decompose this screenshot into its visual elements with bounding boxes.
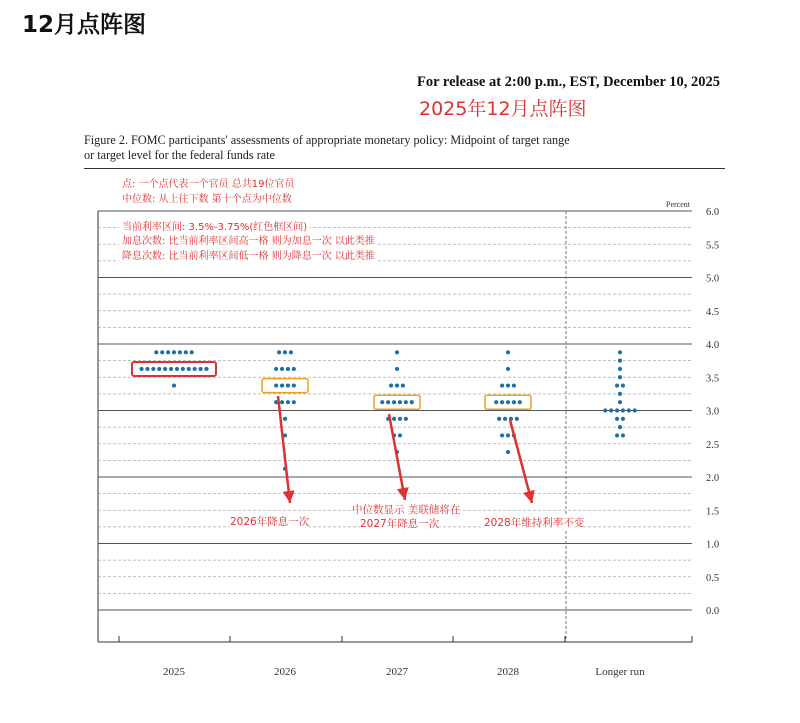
y-tick-label: 4.0 (706, 340, 720, 351)
y-tick-label: 6.0 (706, 207, 720, 218)
dot-marker (280, 400, 284, 404)
dot-marker (380, 400, 384, 404)
dot-marker (157, 367, 161, 371)
annotation-2028: 2028年维持利率不变 (484, 517, 585, 529)
dot-marker (286, 383, 290, 387)
y-tick-label: 1.0 (706, 539, 720, 551)
dot-marker (172, 383, 176, 387)
dot-marker (500, 400, 504, 404)
note-cut: 降息次数: 比当前利率区间低一格 则为降息一次 以此类推 (119, 250, 378, 263)
y-tick-label: 2.0 (706, 473, 720, 484)
dot-marker (503, 417, 507, 421)
dot-marker (274, 367, 278, 371)
dot-marker (618, 359, 622, 363)
dot-marker (280, 367, 284, 371)
y-tick-label: 3.5 (706, 373, 720, 385)
current-range-box (132, 362, 216, 376)
dot-marker (139, 367, 143, 371)
note-hike: 加息次数: 比当前利率区间高一格 则为加息一次 以此类推 (119, 235, 378, 248)
y-tick-label: 5.5 (706, 240, 720, 252)
dot-marker (389, 383, 393, 387)
dot-marker (163, 367, 167, 371)
dot-marker (398, 400, 402, 404)
y-tick-label: 1.5 (706, 506, 720, 518)
note-dots: 点: 一个点代表一个官员 总共19位官员 (119, 178, 297, 191)
dot-marker (506, 367, 510, 371)
dot-marker (204, 367, 208, 371)
dot-marker (172, 350, 176, 354)
arrow-2028 (510, 420, 532, 503)
dot-marker (286, 400, 290, 404)
dot-marker (621, 408, 625, 412)
dot-marker (518, 400, 522, 404)
dot-marker (404, 417, 408, 421)
chinese-title: 2025年12月点阵图 (419, 98, 587, 120)
dot-marker (178, 350, 182, 354)
note-median: 中位数: 从上往下数 第十个点为中位数 (119, 193, 295, 206)
dot-marker (615, 433, 619, 437)
dot-marker (289, 350, 293, 354)
dot-marker (497, 417, 501, 421)
dot-marker (175, 367, 179, 371)
dot-marker (292, 400, 296, 404)
dot-marker (274, 383, 278, 387)
arrow-2027 (389, 414, 405, 500)
arrow-2026 (278, 396, 290, 503)
percent-label: Percent (666, 200, 690, 209)
annotation-2027-line-2: 2027年降息一次 (360, 518, 440, 530)
dot-marker (627, 408, 631, 412)
y-tick-label: 5.0 (706, 273, 720, 285)
dot-marker (618, 425, 622, 429)
dot-marker (187, 367, 191, 371)
dot-marker (506, 400, 510, 404)
dot-marker (386, 400, 390, 404)
dot-marker (145, 367, 149, 371)
dot-marker (512, 383, 516, 387)
dot-marker (615, 383, 619, 387)
x-category-label: 2028 (497, 666, 519, 678)
dot-marker (292, 383, 296, 387)
y-tick-label: 0.0 (706, 606, 720, 617)
dot-marker (618, 392, 622, 396)
dot-marker (609, 408, 613, 412)
x-category-label: 2025 (163, 666, 185, 678)
dot-marker (181, 367, 185, 371)
dot-marker (621, 433, 625, 437)
dot-marker (392, 400, 396, 404)
dot-marker (618, 350, 622, 354)
x-category-label: 2027 (386, 666, 408, 678)
y-tick-label: 3.0 (706, 406, 720, 418)
dot-marker (512, 400, 516, 404)
dot-marker (392, 417, 396, 421)
dot-marker (395, 350, 399, 354)
dot-marker (618, 375, 622, 379)
x-category-label: Longer run (595, 666, 645, 678)
x-category-label: 2026 (274, 666, 296, 678)
dot-marker (404, 400, 408, 404)
dot-marker (169, 367, 173, 371)
release-line: For release at 2:00 p.m., EST, December 10, 2025 (417, 74, 720, 90)
dot-marker (160, 350, 164, 354)
dot-marker (401, 383, 405, 387)
dot-marker (506, 450, 510, 454)
dot-marker (621, 383, 625, 387)
dot-marker (198, 367, 202, 371)
dot-marker (633, 408, 637, 412)
dot-marker (621, 417, 625, 421)
dot-marker (193, 367, 197, 371)
dot-marker (603, 408, 607, 412)
dot-marker (151, 367, 155, 371)
dot-marker (615, 408, 619, 412)
dot-marker (494, 400, 498, 404)
dot-marker (154, 350, 158, 354)
median-box (262, 379, 308, 393)
page-title: 12月点阵图 (22, 12, 147, 38)
figure-caption-line-2: or target level for the federal funds rate (84, 148, 275, 162)
dot-marker (166, 350, 170, 354)
dot-marker (506, 350, 510, 354)
dot-marker (292, 367, 296, 371)
dot-marker (283, 417, 287, 421)
dot-marker (277, 350, 281, 354)
dot-marker (283, 350, 287, 354)
arrow-2028-head (523, 490, 535, 503)
figure-caption-line-1: Figure 2. FOMC participants' assessments of appropriate monetary policy: Midpoint of target range (84, 133, 570, 147)
dot-marker (506, 433, 510, 437)
y-tick-label: 2.5 (706, 439, 720, 451)
annotation-2026: 2026年降息一次 (230, 516, 310, 528)
dot-marker (500, 433, 504, 437)
dot-marker (398, 417, 402, 421)
dot-marker (395, 383, 399, 387)
annotation-2027-line-1: 中位数显示 美联储将在 (352, 504, 461, 516)
dot-marker (190, 350, 194, 354)
dot-marker (286, 367, 290, 371)
note-current-range: 当前利率区间: 3.5%-3.75%(红色框区间) (119, 221, 310, 234)
dot-marker (515, 417, 519, 421)
dot-marker (280, 383, 284, 387)
y-tick-label: 0.5 (706, 572, 720, 584)
dot-marker (410, 400, 414, 404)
dot-marker (395, 367, 399, 371)
y-tick-label: 4.5 (706, 306, 720, 318)
dot-marker (618, 367, 622, 371)
dot-marker (615, 417, 619, 421)
dot-marker (398, 433, 402, 437)
dot-marker (506, 383, 510, 387)
dot-marker (618, 400, 622, 404)
dot-marker (184, 350, 188, 354)
dot-marker (500, 383, 504, 387)
